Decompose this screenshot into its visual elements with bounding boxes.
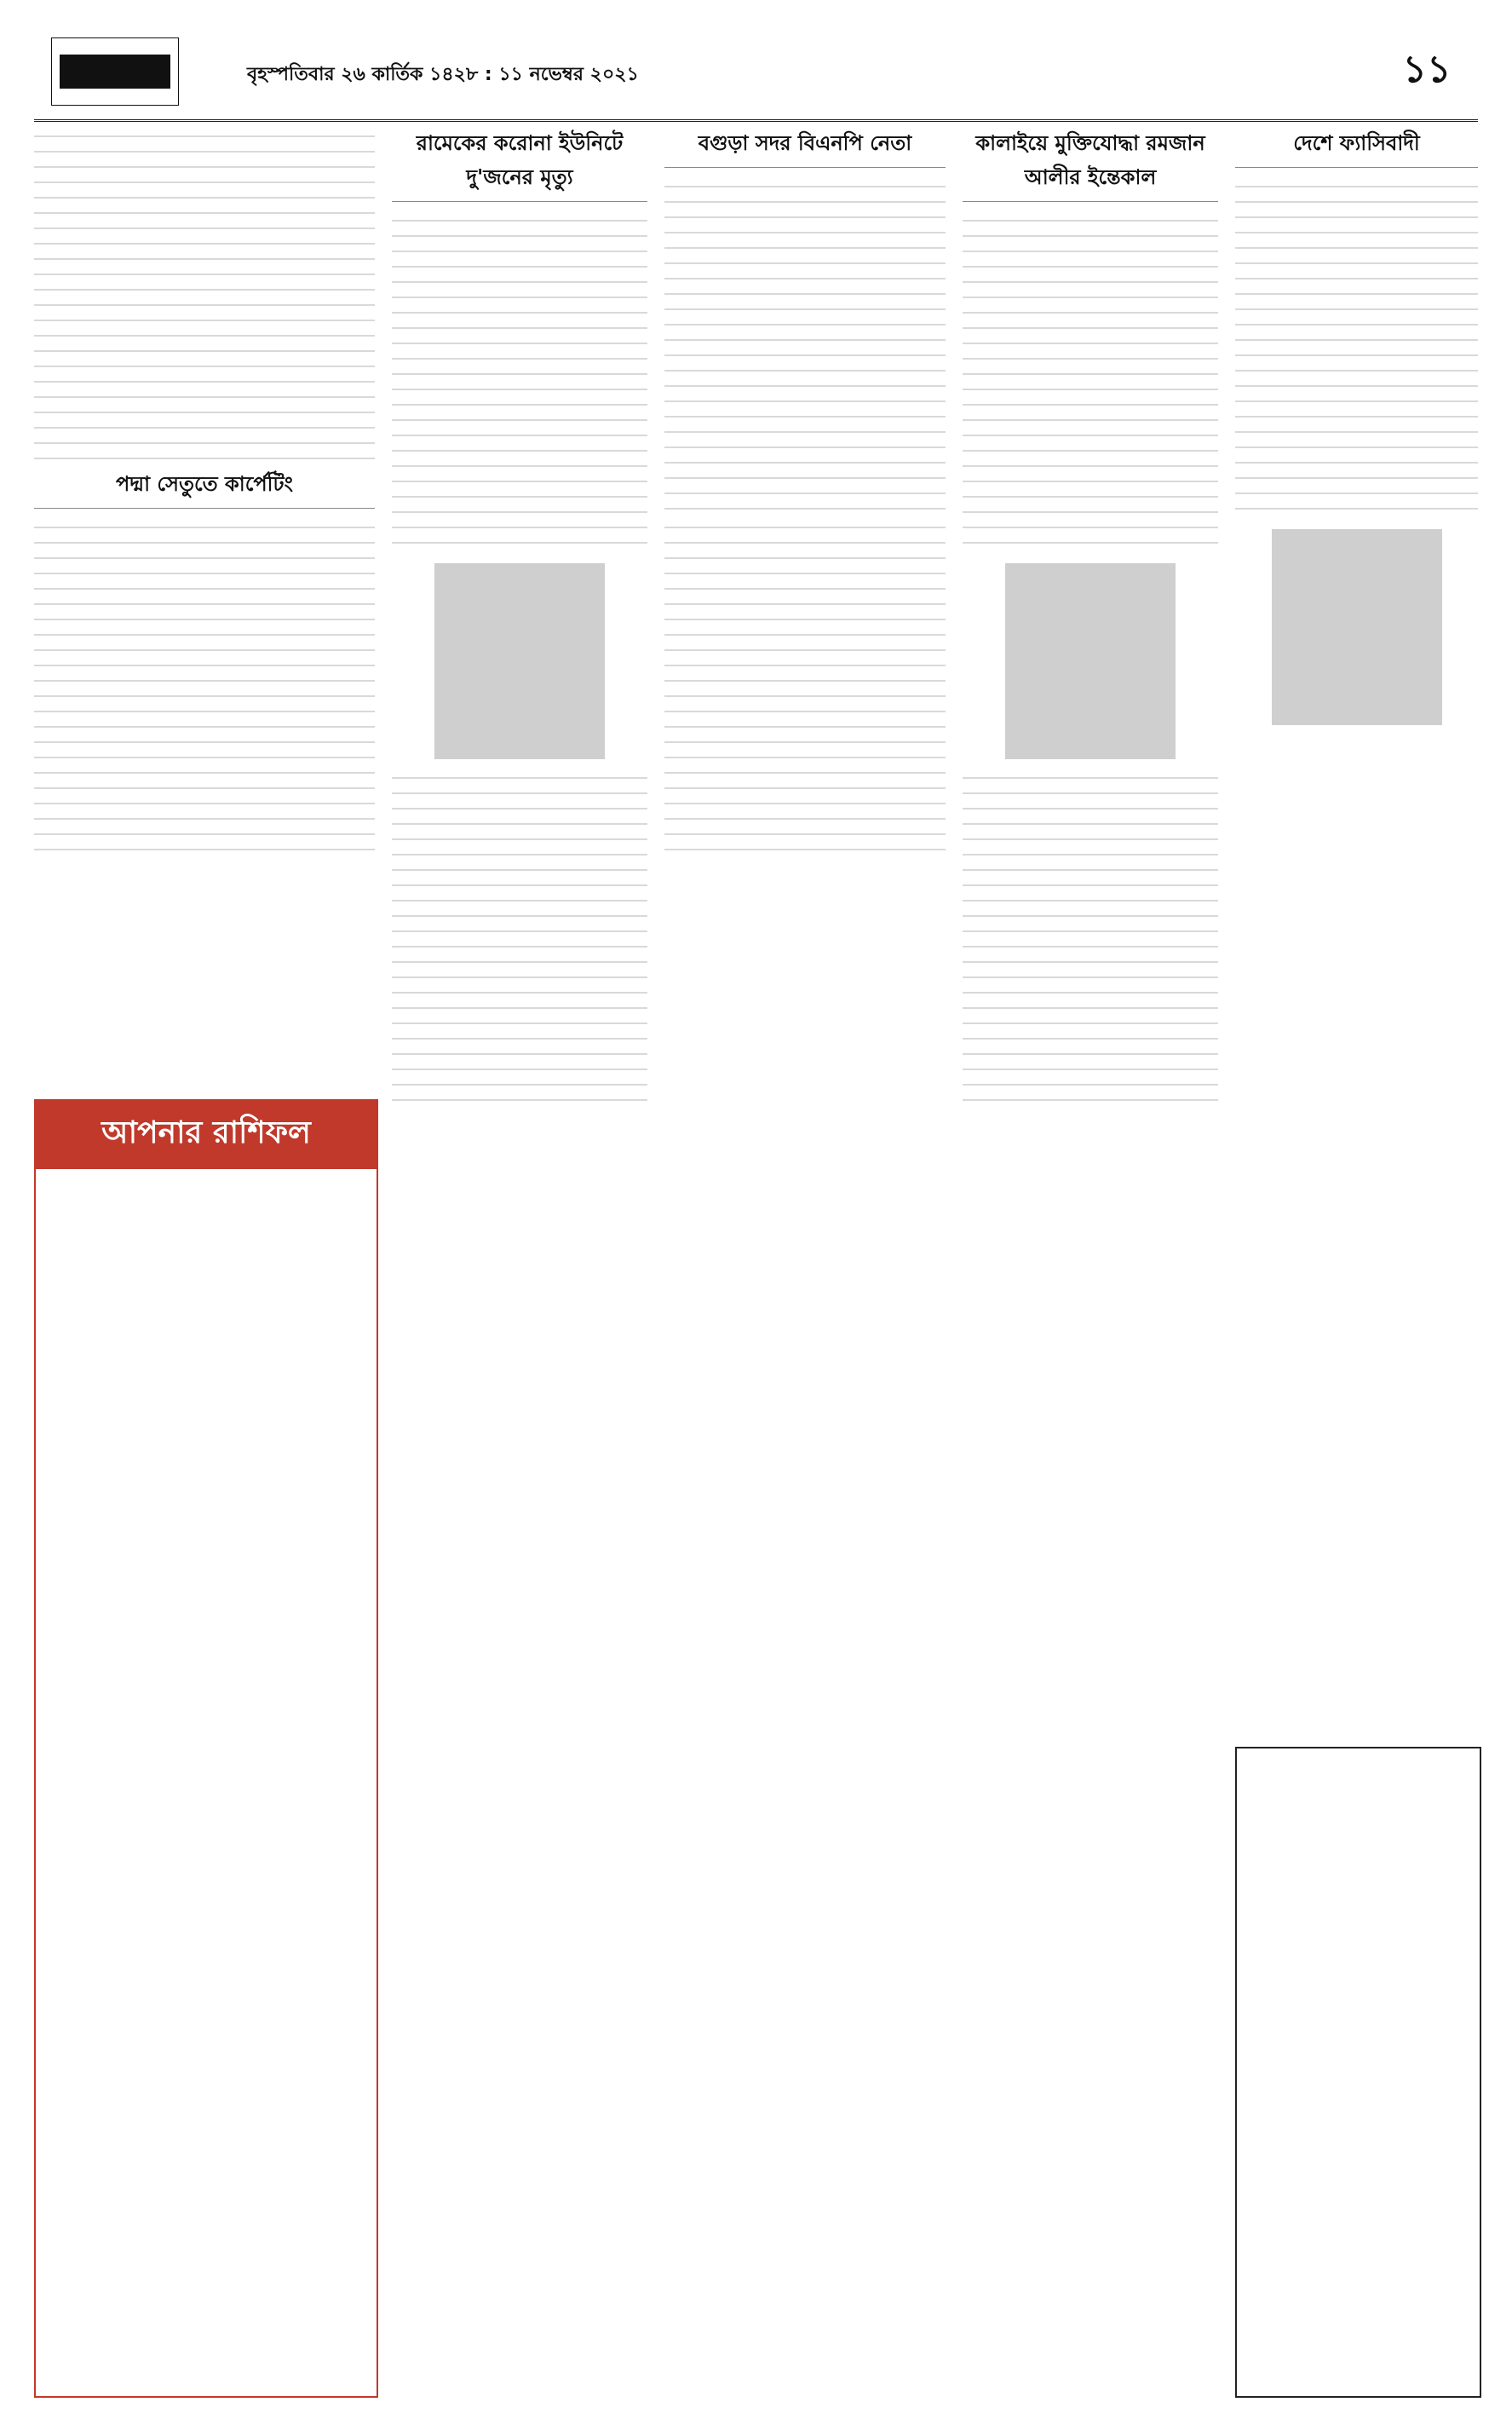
article-body	[664, 519, 946, 860]
portrait-photo	[1005, 563, 1176, 759]
article-body	[34, 128, 375, 469]
article-body	[963, 212, 1218, 553]
article-body	[1235, 178, 1478, 519]
column-3	[664, 128, 946, 860]
headline-5: পদ্মা সেতুতে কার্পেটিং	[34, 469, 375, 509]
portrait-photo	[434, 563, 605, 759]
column-1	[34, 128, 375, 860]
headline-2: বগুড়া সদর বিএনপি নেতা	[664, 128, 946, 168]
headline-1: রামেকের করোনা ইউনিটে দু'জনের মৃত্যু	[392, 128, 647, 202]
article-body	[392, 769, 647, 1110]
logo-icon	[51, 37, 179, 106]
horoscope-box	[34, 1099, 378, 2398]
date-line: বৃহস্পতিবার ২৬ কার্তিক ১৪২৮ : ১১ নভেম্বর ২০২১	[247, 64, 639, 85]
newspaper-logo	[51, 37, 179, 106]
article-body	[392, 212, 647, 553]
column-4	[963, 128, 1218, 1110]
article-body	[34, 519, 375, 860]
masthead	[34, 26, 1478, 122]
article-body	[963, 769, 1218, 1110]
column-5	[1235, 128, 1478, 735]
portrait-photo	[1272, 529, 1442, 725]
horoscope-title: আপনার রাশিফল	[36, 1101, 377, 1169]
headline-4: দেশে ফ্যাসিবাদী	[1235, 128, 1478, 168]
headline-3: কালাইয়ে মুক্তিযোদ্ধা রমজান আলীর ইন্তেকাল	[963, 128, 1218, 202]
page-number: ১১	[1402, 48, 1452, 91]
column-2	[392, 128, 647, 1110]
article-body	[664, 178, 946, 519]
advertisements	[1235, 1747, 1481, 2398]
